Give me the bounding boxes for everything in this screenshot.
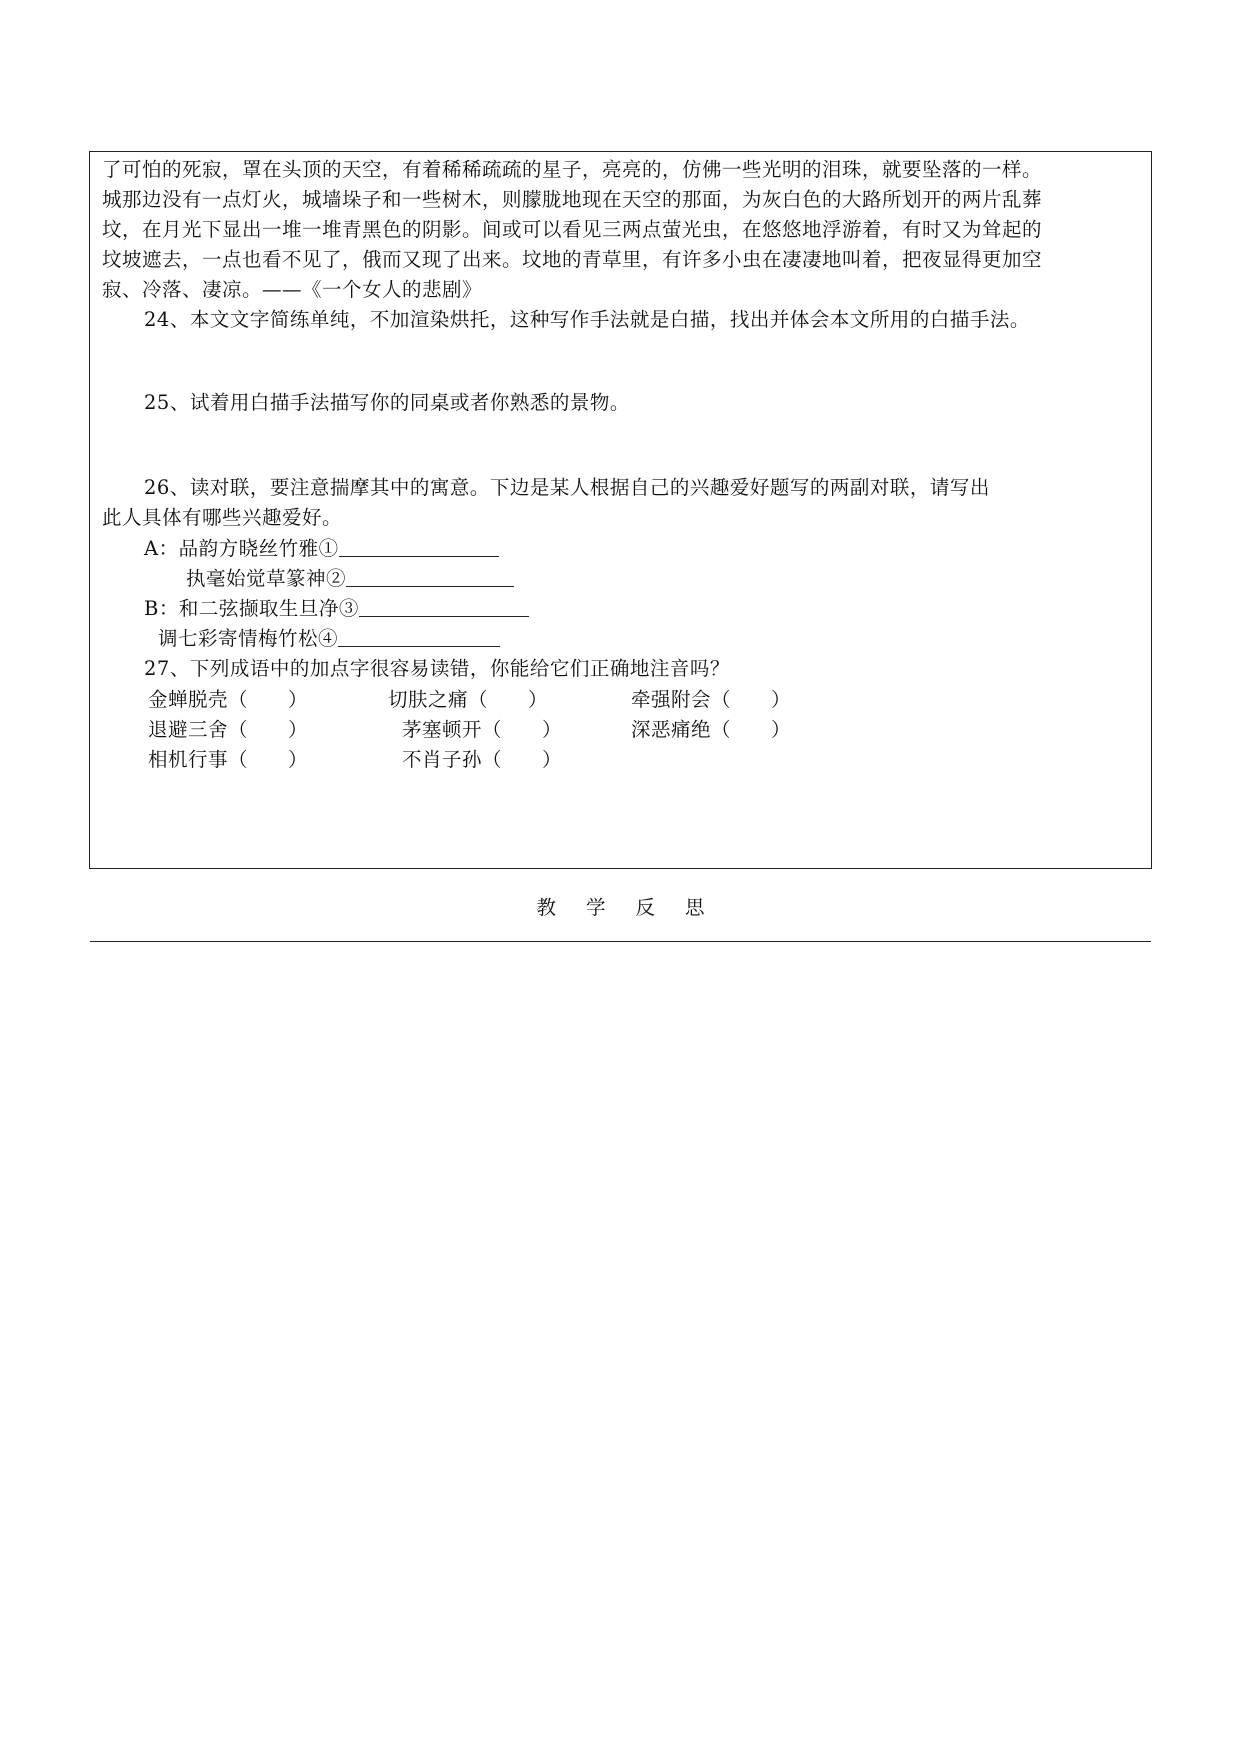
answer-blank-1[interactable] <box>339 538 499 557</box>
couplet-b2 <box>158 623 500 651</box>
answer-blank-3[interactable] <box>359 598 529 617</box>
passage-line: 了可怕的死寂，罩在头顶的天空，有着稀稀疏疏的星子，亮亮的，仿佛一些光明的泪珠，就要坠落的一样。 <box>102 158 1043 181</box>
exercise-cell <box>90 152 1151 868</box>
couplet-b1 <box>144 593 529 621</box>
question-24: 24、本文文字简练单纯，不加渲染烘托，这种写作手法就是白描，找出并体会本文所用的白描手法。 <box>144 308 1030 331</box>
question-26-cont: 此人具体有哪些兴趣爱好。 <box>102 506 343 529</box>
idiom-item: 不肖子孙（ ） <box>402 748 563 771</box>
couplet-a2-text: 执毫始觉草篆神② <box>186 567 347 590</box>
question-25: 25、试着用白描手法描写你的同桌或者你熟悉的景物。 <box>144 391 630 414</box>
idiom-item: 金蝉脱壳（ ） <box>148 688 309 711</box>
answer-blank-2[interactable] <box>346 568 514 587</box>
passage-source-line: 寂、冷落、凄凉。——《一个女人的悲剧》 <box>102 278 483 301</box>
couplet-a1-text: A：品韵方晓丝竹雅① <box>144 537 339 560</box>
passage-line: 坟坡遮去，一点也看不见了，俄而又现了出来。坟地的青草里，有许多小虫在凄凄地叫着，把夜显得更加空 <box>102 248 1043 271</box>
passage-line: 城那边没有一点灯火，城墙垛子和一些树木，则朦胧地现在天空的那面，为灰白色的大路所划开的两片乱葬 <box>102 188 1043 211</box>
idiom-item: 相机行事（ ） <box>148 748 309 771</box>
passage-line: 坟，在月光下显出一堆一堆青黑色的阴影。间或可以看见三两点萤光虫，在悠悠地浮游着，有时又为耸起的 <box>102 218 1043 241</box>
reflection-header: 教学反思 <box>536 895 735 919</box>
idiom-item: 牵强附会（ ） <box>631 688 792 711</box>
couplet-b1-text: B：和二弦撷取生旦净③ <box>144 597 359 620</box>
reflection-writing-area[interactable] <box>90 941 1151 1102</box>
worksheet-table <box>89 151 1152 919</box>
answer-blank-4[interactable] <box>338 628 500 647</box>
idiom-item: 深恶痛绝（ ） <box>631 718 792 741</box>
idiom-item: 茅塞顿开（ ） <box>402 718 563 741</box>
reflection-header-cell <box>90 868 1151 942</box>
couplet-a2 <box>186 563 514 591</box>
question-26: 26、读对联，要注意揣摩其中的寓意。下边是某人根据自己的兴趣爱好题写的两副对联，请写出 <box>144 476 990 499</box>
couplet-b2-text: 调七彩寄情梅竹松④ <box>158 627 339 650</box>
idiom-item: 退避三舍（ ） <box>148 718 309 741</box>
idiom-item: 切肤之痛（ ） <box>388 688 549 711</box>
question-27: 27、下列成语中的加点字很容易读错，你能给它们正确地注音吗？ <box>144 657 730 680</box>
couplet-a1 <box>144 533 499 561</box>
